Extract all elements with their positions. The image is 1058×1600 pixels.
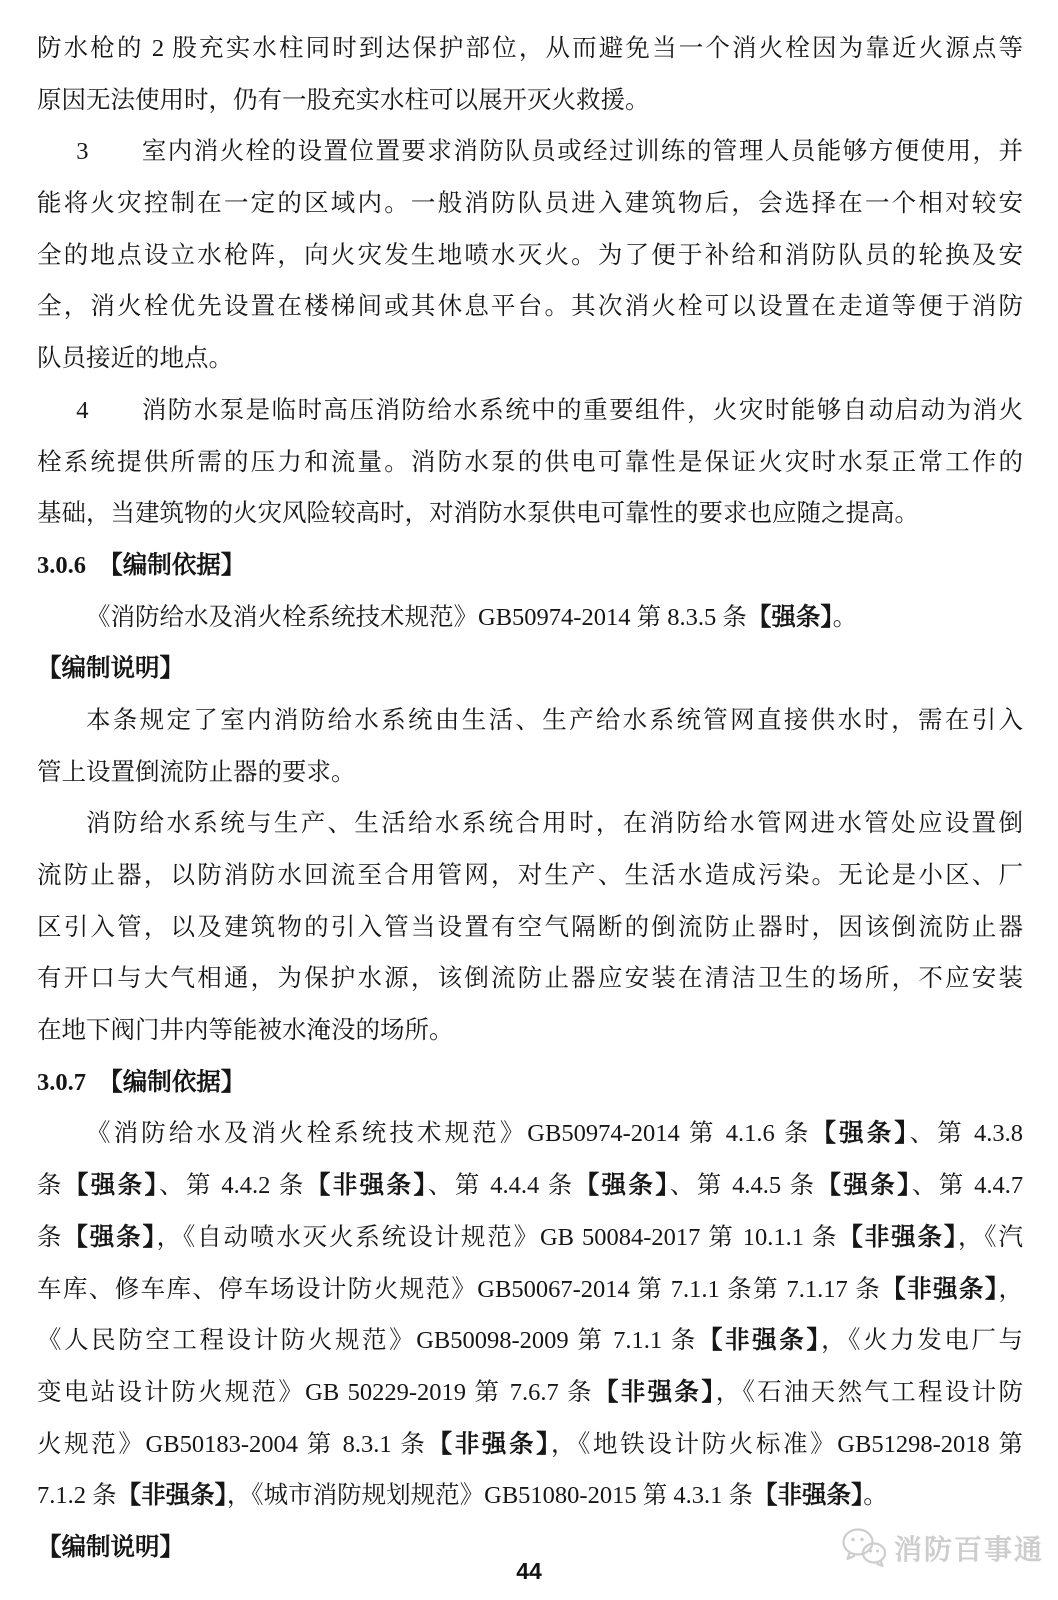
text-line: 在地下阀门井内等能被水淹没的场所。	[37, 1017, 454, 1045]
watermark-text: 消防百事通	[894, 1534, 1045, 1565]
text-line: 栓系统提供所需的压力和流量。消防水泵的供电可靠性是保证火灾时水泵正常工作的	[37, 448, 1023, 476]
text-line: 基础，当建筑物的火灾风险较高时，对消防水泵供电可靠性的要求也应随之提高。	[37, 500, 919, 528]
text-line: 《消防给水及消火栓系统技术规范》GB50974-2014 第 8.3.5 条【强条】。	[86, 603, 858, 631]
text-line: 7.1.2 条【非强条】，《城市消防规划规范》GB51080-2015 第 4.3.1 条【非强条】。	[37, 1482, 888, 1510]
text-line: 3.0.7 【编制依据】	[37, 1068, 246, 1096]
text-line: 车库、修车库、停车场设计防火规范》GB50067-2014 第 7.1.1 条第 7.1.17 条【非强条】，	[37, 1275, 1023, 1303]
text-line: 条【强条】、第 4.4.2 条【非强条】、第 4.4.4 条【强条】、第 4.4.5 条【强条】、第 4.4.7	[37, 1172, 1024, 1200]
text-line: 防水枪的 2 股充实水柱同时到达保护部位，从而避免当一个消火栓因为靠近火源点等	[37, 35, 1023, 62]
text-line: 原因无法使用时，仍有一股充实水柱可以展开灭火救援。	[37, 86, 650, 114]
text-line: 能将火灾控制在一定的区域内。一般消防队员进入建筑物后，会选择在一个相对较安	[37, 190, 1023, 218]
text-line: 火规范》GB50183-2004 第 8.3.1 条【非强条】，《地铁设计防火标准》GB51298-2018 第	[37, 1430, 1023, 1458]
text-line: 管上设置倒流防止器的要求。	[37, 758, 356, 786]
text-line: 有开口与大气相通，为保护水源，该倒流防止器应安装在清洁卫生的场所，不应安装	[37, 965, 1023, 993]
text-line: 4 消防水泵是临时高压消防给水系统中的重要组件，火灾时能够自动启动为消火	[76, 396, 1023, 424]
text-line: 队员接近的地点。	[37, 345, 233, 373]
text-line: 《消防给水及消火栓系统技术规范》GB50974-2014 第 4.1.6 条【强条】、第 4.3.8	[86, 1120, 1023, 1148]
text-line: 全的地点设立水枪阵，向火灾发生地喷水灭火。为了便于补给和消防队员的轮换及安	[37, 241, 1023, 269]
text-line: 3.0.6 【编制依据】	[37, 551, 246, 579]
text-line: 消防给水系统与生产、生活给水系统合用时，在消防给水管网进水管处应设置倒	[86, 810, 1023, 838]
text-line: 区引入管，以及建筑物的引入管当设置有空气隔断的倒流防止器时，因该倒流防止器	[37, 913, 1023, 941]
document-body	[37, 23, 1023, 1574]
text-line: 流防止器，以防消防水回流至合用管网，对生产、生活水造成污染。无论是小区、厂	[37, 862, 1023, 889]
text-line: 《人民防空工程设计防火规范》GB50098-2009 第 7.1.1 条【非强条】，《火力发电厂与	[37, 1327, 1024, 1355]
text-line: 本条规定了室内消防给水系统由生活、生产给水系统管网直接供水时，需在引入	[86, 706, 1023, 734]
text-line: 变电站设计防火规范》GB 50229-2019 第 7.6.7 条【非强条】，《石油天然气工程设计防	[37, 1378, 1023, 1406]
text-line: 3 室内消火栓的设置位置要求消防队员或经过训练的管理人员能够方便使用，并	[76, 138, 1023, 166]
text-line: 条【强条】，《自动喷水灭火系统设计规范》GB 50084-2017 第 10.1.1 条【非强条】，《汽	[37, 1223, 1024, 1251]
text-line: 全，消火栓优先设置在楼梯间或其休息平台。其次消火栓可以设置在走道等便于消防	[37, 293, 1023, 321]
text-line: 【编制说明】	[37, 1533, 184, 1561]
page-number: 44	[516, 1558, 542, 1584]
text-line: 【编制说明】	[37, 655, 184, 683]
